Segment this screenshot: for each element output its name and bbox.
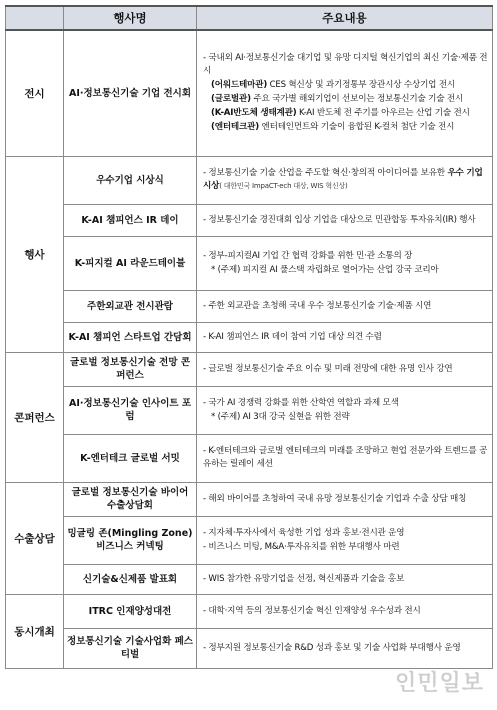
event-name-cell: AI·정보통신기술 인사이트 포럼: [64, 386, 197, 434]
table-row: [6, 30, 493, 156]
event-content-cell: [197, 564, 493, 594]
content-line: [203, 93, 488, 106]
table-row: [6, 322, 493, 352]
event-content-cell: [197, 482, 493, 516]
content-line: [203, 79, 488, 92]
content-line-text: - 정보통신기술 기술 산업을 주도할 혁신·창의적 아이디어를 보유한: [203, 168, 448, 178]
content-line: [203, 397, 488, 410]
content-line-text: * (주제) 피지컬 AI 풀스택 자립화로 열어가는 산업 강국 코리아: [211, 264, 439, 275]
content-line: [203, 167, 488, 193]
event-content-cell: [197, 156, 493, 204]
content-line: [203, 121, 488, 134]
content-line-text: CES 혁신상 및 과기정통부 장관시상 수상기업 전시: [267, 80, 456, 91]
content-line: [203, 445, 488, 471]
event-content-cell: [197, 236, 493, 290]
content-line-text: - 국내외 AI·정보통신기술 대기업 및 유망 디지털 혁신기업의 최신 기술·제품 전시: [203, 53, 488, 77]
content-line-text: - 정부지원 정보통신기술 R&D 성과 홍보 및 기술 사업화 부대행사 운영: [203, 642, 461, 653]
category-cell: 전시: [6, 30, 64, 156]
content-line: [203, 264, 488, 277]
content-line-text: 주요 국가별 해외기업이 선보이는 정보통신기술 기술 전시: [250, 94, 464, 105]
content-line-text: 엔터테인먼트와 기술이 융합된 K-컬처 첨단 기술 전시: [258, 122, 455, 133]
table-row: [6, 290, 493, 322]
category-cell: 콘퍼런스: [6, 352, 64, 482]
content-line: [203, 250, 488, 263]
table-row: [6, 236, 493, 290]
table-header-row: [6, 6, 493, 30]
content-line-text: - 정보통신기술 경진대회 입상 기업을 대상으로 민관합동 투자유치(IR) 행사: [203, 214, 476, 225]
content-line: [203, 300, 488, 313]
table-row: [6, 482, 493, 516]
table-row: [6, 352, 493, 386]
event-name-cell: 주한외교관 전시관람: [64, 290, 197, 322]
event-content-cell: [197, 516, 493, 564]
content-line: [203, 411, 488, 424]
content-line: [203, 107, 488, 120]
table-row: [6, 434, 493, 482]
content-line-text: K-AI 반도체 전 주기를 아우르는 산업 기술 전시: [296, 108, 470, 119]
content-line: [203, 52, 488, 78]
table-row: [6, 516, 493, 564]
content-line: [203, 605, 488, 618]
content-line: [203, 214, 488, 227]
table-row: [6, 156, 493, 204]
content-line: [203, 573, 488, 586]
event-content-cell: [197, 204, 493, 236]
event-name-cell: 정보통신기술 기술사업화 페스티벌: [64, 628, 197, 668]
table-row: [6, 204, 493, 236]
content-line-label: (어워드테마관): [211, 80, 268, 91]
header-main-content: 주요내용: [197, 6, 493, 30]
content-line-text: - K-엔터테크와 글로벌 엔터테크의 미래를 조망하고 현업 전문가와 트렌드를 공유하는 릴레이 세션: [203, 446, 488, 469]
content-line-text: - 주한 외교관을 초청해 국내 우수 정보통신기술 기술·제품 시연: [203, 300, 432, 311]
content-line-text: - 국가 AI 경쟁력 강화를 위한 산학연 역할과 과제 모색: [203, 397, 399, 408]
event-name-cell: AI·정보통신기술 기업 전시회: [64, 30, 197, 156]
content-line-highlight: 우수 기업 시상: [203, 168, 483, 191]
table-row: [6, 386, 493, 434]
event-name-cell: K-AI 챔피언스 IR 데이: [64, 204, 197, 236]
category-cell: 동시개최: [6, 594, 64, 668]
event-name-cell: 밍글링 존(Mingling Zone) 비즈니스 커넥팅: [64, 516, 197, 564]
content-line-note: ( 대한민국 ImpaCT-ech 대상, WIS 혁신상): [219, 182, 348, 190]
event-content-cell: [197, 386, 493, 434]
content-line-text: - 지자체·투자사에서 육성한 기업 성과 홍보·전시관 운영: [203, 527, 405, 538]
event-name-cell: ITRC 인재양성대전: [64, 594, 197, 628]
content-line: [203, 541, 488, 554]
content-line: [203, 527, 488, 540]
category-cell: 행사: [6, 156, 64, 352]
table-row: [6, 564, 493, 594]
watermark-logo: 인민일보: [394, 671, 484, 696]
event-name-cell: K-피지컬 AI 라운드테이블: [64, 236, 197, 290]
event-content-cell: [197, 322, 493, 352]
event-table: [5, 5, 493, 669]
content-line-label: (엔터테크관): [211, 122, 259, 133]
event-content-cell: [197, 628, 493, 668]
header-category: [6, 6, 64, 30]
content-line-text: * (주제) AI 3대 강국 실현을 위한 전략: [211, 411, 350, 422]
content-line-text: - 해외 바이어를 초청하여 국내 유망 정보통신기술 기업과 수출 상담 매칭: [203, 493, 467, 504]
category-cell: 수출상담: [6, 482, 64, 594]
event-name-cell: 글로벌 정보통신기술 바이어 수출상담회: [64, 482, 197, 516]
content-line-text: - K-AI 챔피언스 IR 데이 참여 기업 대상 의견 수렴: [203, 331, 382, 342]
content-line-text: - 정부-피지컬AI 기업 간 협력 강화를 위한 민·관 소통의 장: [203, 250, 413, 261]
event-content-cell: [197, 352, 493, 386]
event-name-cell: K-엔터테크 글로벌 서밋: [64, 434, 197, 482]
table-row: [6, 594, 493, 628]
table-row: [6, 628, 493, 668]
event-name-cell: 글로벌 정보통신기술 전망 콘퍼런스: [64, 352, 197, 386]
event-content-cell: [197, 594, 493, 628]
content-line-text: - 대학·지역 등의 정보통신기술 혁신 인재양성 우수성과 전시: [203, 605, 421, 616]
event-content-cell: [197, 290, 493, 322]
content-line-label: (글로벌관): [211, 94, 251, 105]
content-line-label: (K-AI반도체 생태계관): [211, 108, 297, 119]
content-line-text: - 글로벌 정보통신기술 주요 이슈 및 미래 전망에 대한 유명 인사 강연: [203, 363, 453, 374]
event-table-page: [5, 5, 492, 705]
content-line: [203, 642, 488, 655]
event-name-cell: 신기술&신제품 발표회: [64, 564, 197, 594]
event-name-cell: 우수기업 시상식: [64, 156, 197, 204]
content-line: [203, 363, 488, 376]
content-line: [203, 493, 488, 506]
content-line-text: - 비즈니스 미팅, M&A·투자유치를 위한 부대행사 마련: [203, 541, 400, 552]
event-content-cell: [197, 434, 493, 482]
event-name-cell: K-AI 챔피언 스타트업 간담회: [64, 322, 197, 352]
header-event-name: 행사명: [64, 6, 197, 30]
content-line: [203, 331, 488, 344]
event-content-cell: [197, 30, 493, 156]
content-line-text: - WIS 참가한 유망기업을 선정, 혁신제품과 기술을 홍보: [203, 573, 405, 584]
